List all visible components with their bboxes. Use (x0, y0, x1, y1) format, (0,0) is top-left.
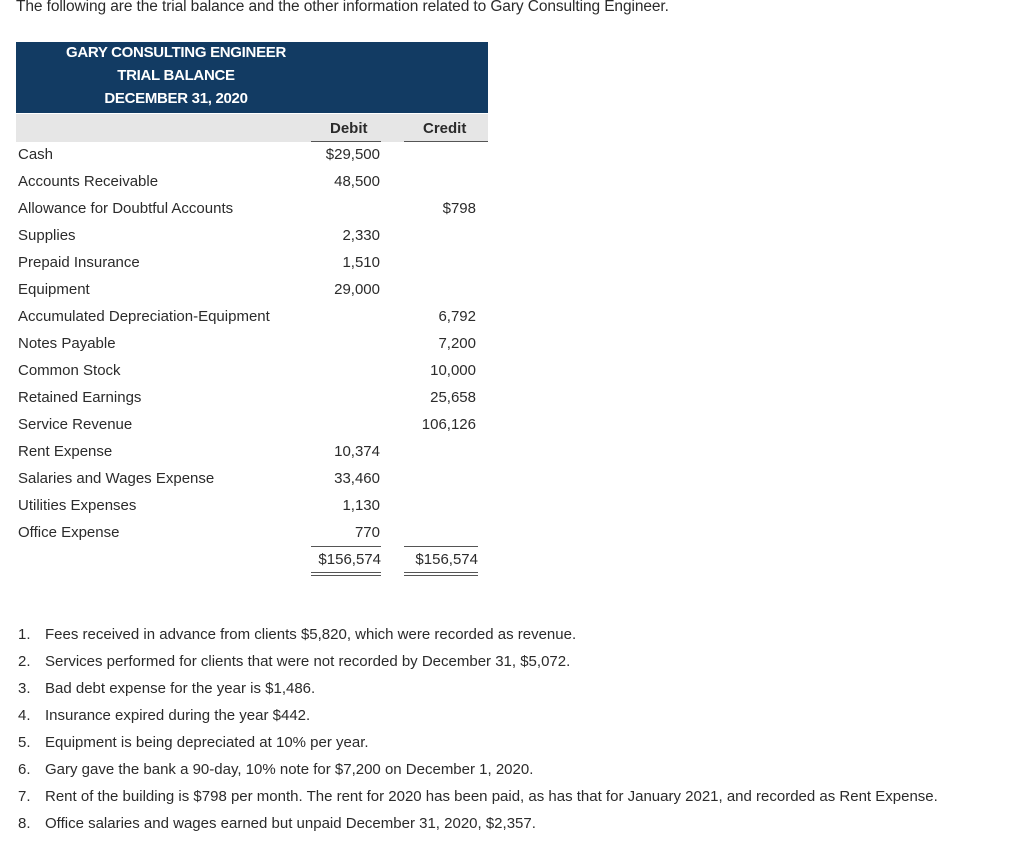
list-item-number: 4. (18, 707, 31, 724)
table-row (0, 308, 500, 335)
table-row (0, 173, 500, 200)
debit-total: $156,574 (318, 551, 381, 568)
account-name: Common Stock (18, 362, 121, 379)
column-header-bar (16, 114, 488, 142)
debit-header-underline (311, 141, 381, 142)
table-row (0, 200, 500, 227)
account-name: Rent Expense (18, 443, 113, 460)
list-item-text: Office salaries and wages earned but unpaid December 31, 2020, $2,357. (45, 815, 536, 832)
account-name: Retained Earnings (18, 389, 142, 406)
table-row (0, 281, 500, 308)
account-name: Allowance for Doubtful Accounts (18, 200, 234, 217)
table-row (0, 389, 500, 416)
credit-amount: 7,200 (438, 335, 476, 352)
account-name: Notes Payable (18, 335, 116, 352)
account-name: Accounts Receivable (18, 173, 159, 190)
table-row (0, 146, 500, 173)
table-row (0, 470, 500, 497)
table-row (0, 335, 500, 362)
account-name: Prepaid Insurance (18, 254, 140, 271)
debit-amount: 2,330 (342, 227, 380, 244)
list-item-text: Bad debt expense for the year is $1,486. (45, 680, 316, 697)
company-name: GARY CONSULTING ENGINEER (65, 44, 287, 61)
intro-text: The following are the trial balance and the other information related to Gary Consulting Engineer. (16, 0, 669, 15)
list-item-text: Rent of the building is $798 per month. The rent for 2020 has been paid, as has that for January 2021, and recorded as Rent Expense. (45, 788, 938, 805)
debit-amount: $29,500 (325, 146, 380, 163)
debit-amount: 29,000 (334, 281, 380, 298)
list-item-text: Fees received in advance from clients $5,820, which were recorded as revenue. (45, 626, 577, 643)
list-item-number: 6. (18, 761, 31, 778)
debit-double-rule-2 (311, 575, 381, 576)
list-item-text: Services performed for clients that were not recorded by December 31, $5,072. (45, 653, 571, 670)
credit-amount: 106,126 (421, 416, 476, 433)
account-name: Service Revenue (18, 416, 133, 433)
debit-amount: 770 (354, 524, 380, 541)
debit-total-rule (311, 546, 381, 547)
credit-amount: $798 (442, 200, 476, 217)
table-row (0, 416, 500, 443)
trial-balance-header (16, 42, 488, 113)
account-name: Office Expense (18, 524, 120, 541)
debit-amount: 1,130 (342, 497, 380, 514)
table-row (0, 497, 500, 524)
account-name: Accumulated Depreciation-Equipment (18, 308, 270, 325)
list-item-number: 3. (18, 680, 31, 697)
list-item-number: 1. (18, 626, 31, 643)
credit-double-rule-1 (404, 572, 478, 573)
debit-double-rule-1 (311, 572, 381, 573)
statement-date: DECEMBER 31, 2020 (104, 90, 248, 107)
account-name: Supplies (18, 227, 76, 244)
credit-double-rule-2 (404, 575, 478, 576)
list-item-number: 2. (18, 653, 31, 670)
list-item-text: Insurance expired during the year $442. (45, 707, 311, 724)
statement-title: TRIAL BALANCE (117, 67, 235, 84)
credit-total-rule (404, 546, 478, 547)
table-row (0, 443, 500, 470)
debit-amount: 33,460 (334, 470, 380, 487)
credit-amount: 25,658 (430, 389, 476, 406)
credit-column-header: Credit (423, 120, 467, 137)
account-name: Cash (18, 146, 54, 163)
list-item-number: 5. (18, 734, 31, 751)
list-item-number: 7. (18, 788, 31, 805)
credit-amount: 10,000 (430, 362, 476, 379)
table-row (0, 227, 500, 254)
account-name: Equipment (18, 281, 90, 298)
debit-amount: 1,510 (342, 254, 380, 271)
debit-amount: 10,374 (334, 443, 380, 460)
credit-total: $156,574 (415, 551, 478, 568)
list-item-number: 8. (18, 815, 31, 832)
account-name: Salaries and Wages Expense (18, 470, 215, 487)
table-row (0, 362, 500, 389)
credit-amount: 6,792 (438, 308, 476, 325)
list-item-text: Equipment is being depreciated at 10% per year. (45, 734, 369, 751)
table-row (0, 254, 500, 281)
list-item-text: Gary gave the bank a 90-day, 10% note for $7,200 on December 1, 2020. (45, 761, 534, 778)
debit-amount: 48,500 (334, 173, 380, 190)
debit-column-header: Debit (330, 120, 368, 137)
account-name: Utilities Expenses (18, 497, 137, 514)
credit-header-underline (404, 141, 488, 142)
